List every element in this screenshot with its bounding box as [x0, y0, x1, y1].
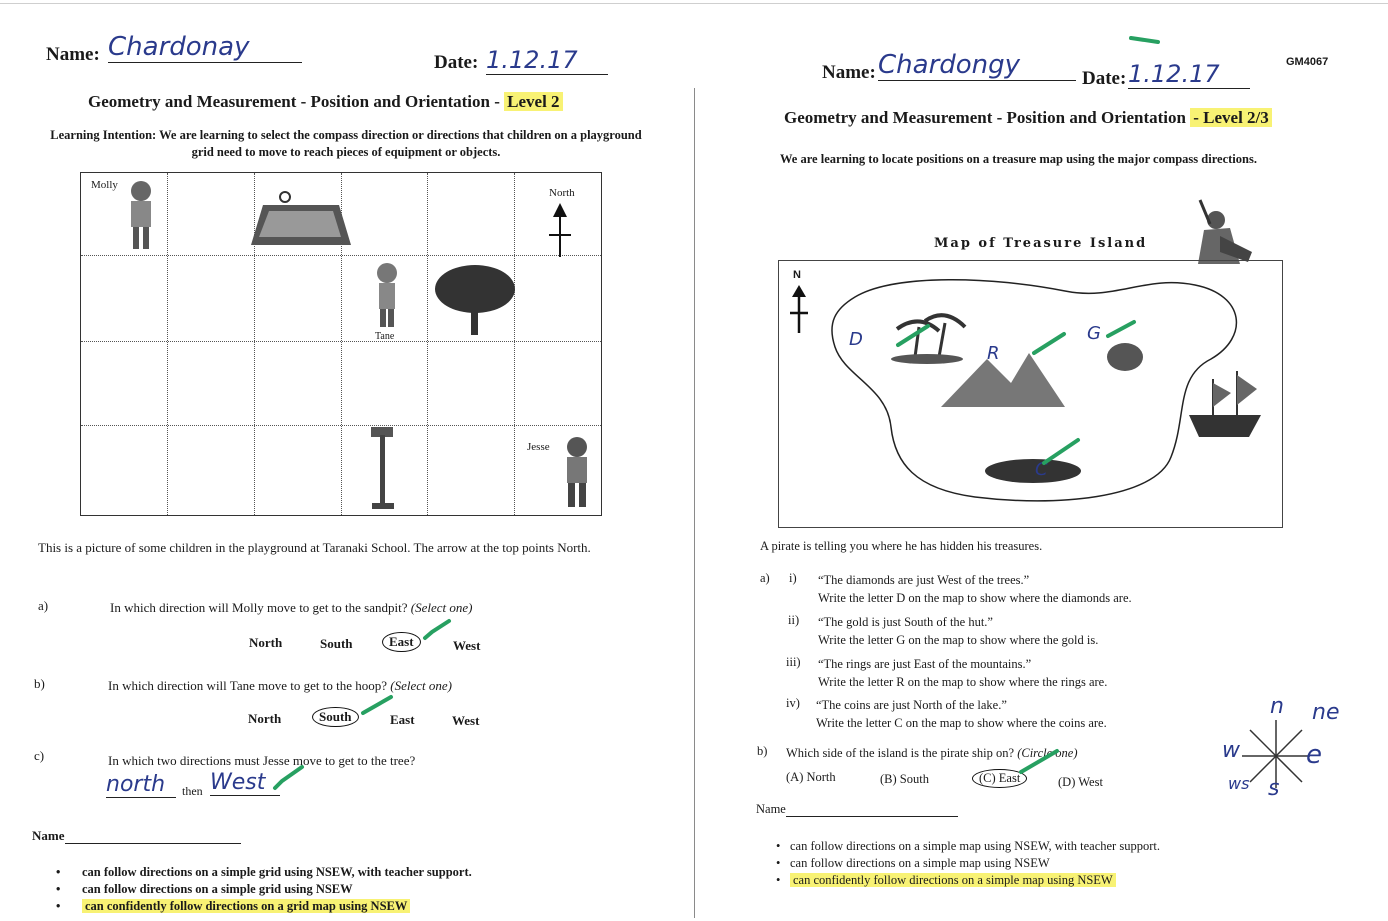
item-number: iii)	[786, 655, 801, 669]
sandpit-image	[249, 191, 353, 249]
name-label: Name:	[822, 62, 876, 83]
tick-mark-icon	[1105, 319, 1137, 339]
compass-ws: ws	[1228, 774, 1250, 793]
left-title	[88, 92, 563, 112]
tick-mark-icon	[1031, 331, 1067, 357]
left-criteria-item: • can follow directions on a simple grid using NSEW, with teacher support.	[56, 864, 472, 881]
left-level: Level 2	[504, 92, 562, 111]
answer-c-second[interactable]: West	[210, 770, 280, 796]
part-b-option-west[interactable]: (D) West	[1058, 775, 1103, 789]
left-criteria-list	[56, 864, 472, 915]
item-number: ii)	[788, 613, 800, 627]
right-title	[784, 108, 1272, 128]
part-b-option-north[interactable]: (A) North	[786, 770, 836, 784]
date-label: Date:	[434, 52, 479, 73]
right-name-line	[756, 802, 958, 817]
tick-mark-icon	[1018, 748, 1060, 776]
compass-sketch	[1216, 694, 1356, 804]
item-number: iv)	[786, 696, 800, 710]
q-b-option-east[interactable]: East	[390, 712, 415, 727]
part-b-option-south[interactable]: (B) South	[880, 772, 929, 786]
right-criteria-item: • can follow directions on a simple map using NSEW, with teacher support.	[776, 838, 1160, 855]
tick-mark-icon	[1041, 437, 1081, 467]
right-intention: We are learning to locate positions on a treasure map using the major compass directions.	[780, 152, 1257, 166]
map-intro: A pirate is telling you where he has hidden his treasures.	[760, 539, 1043, 553]
compass-w: w	[1222, 738, 1240, 763]
item-quote: “The gold is just South of the hut.”	[818, 615, 993, 629]
item-instruction: Write the letter G on the map to show where the gold is.	[818, 633, 1099, 648]
right-criteria-item: • can follow directions on a simple map using NSEW	[776, 855, 1160, 872]
item-instruction: Write the letter R on the map to show where the rings are.	[818, 675, 1108, 690]
question-c-letter: c)	[34, 748, 45, 763]
tick-mark-icon	[360, 694, 394, 718]
item-i	[818, 571, 1132, 607]
north-label: North	[549, 187, 575, 199]
tick-mark-icon	[272, 764, 306, 792]
page-top-edge	[0, 3, 1388, 4]
treasure-map	[778, 260, 1283, 528]
map-mark-r: R	[987, 343, 1000, 364]
date-label: Date:	[1082, 68, 1127, 89]
jesse-label: Jesse	[527, 441, 550, 453]
item-instruction: Write the letter C on the map to show where the coins are.	[816, 716, 1107, 731]
left-title-text: Geometry and Measurement - Position and Orientation -	[88, 92, 505, 111]
item-iii	[818, 655, 1107, 691]
playground-grid	[80, 172, 602, 516]
map-title: Map of Treasure Island	[934, 236, 1148, 251]
tane-label: Tane	[375, 331, 395, 342]
learning-intention: Learning Intention: We are learning to select the compass direction or directions that children on a playground grid need to move to reach pieces of equipment or objects.	[50, 128, 642, 159]
q-a-option-east[interactable]: East	[382, 632, 421, 652]
question-b	[108, 678, 452, 694]
item-number: i)	[789, 571, 797, 585]
q-b-option-west[interactable]: West	[452, 713, 480, 728]
left-criteria-item: • can follow directions on a simple grid using NSEW	[56, 881, 472, 898]
left-criteria-highlight: can confidently follow directions on a grid map using NSEW	[82, 899, 410, 913]
q-b-option-north[interactable]: North	[248, 711, 282, 726]
date-value: 1.12.17	[486, 46, 608, 75]
question-a	[110, 600, 472, 616]
question-b-letter: b)	[34, 676, 45, 691]
compass-n: n	[1270, 694, 1284, 719]
left-criteria-item	[56, 898, 472, 915]
compass-s: s	[1268, 776, 1280, 801]
question-b-text: In which direction will Tane move to get to the hoop?	[108, 678, 388, 693]
q-a-option-south[interactable]: South	[320, 636, 353, 651]
jesse-figure	[555, 433, 599, 511]
pirate-image	[1190, 196, 1256, 268]
tick-mark-icon	[895, 323, 931, 349]
page-divider	[694, 88, 695, 918]
name-value: Chardongy	[878, 50, 1076, 81]
molly-figure	[117, 177, 165, 255]
item-quote: “The coins are just North of the lake.”	[816, 698, 1007, 712]
part-a-letter: a)	[760, 571, 770, 585]
compass-e: e	[1306, 740, 1322, 770]
north-arrow-icon	[545, 201, 575, 259]
molly-label: Molly	[91, 179, 118, 191]
question-c-text: In which two directions must Jesse move to get to the tree?	[108, 753, 416, 768]
part-b-letter: b)	[757, 744, 768, 758]
item-quote: “The diamonds are just West of the trees.”	[818, 573, 1030, 587]
q-a-option-north[interactable]: North	[249, 635, 283, 650]
left-name-line	[32, 828, 241, 844]
map-north-label: N	[793, 269, 801, 281]
name-value: Chardonay	[108, 32, 302, 63]
answer-c-first[interactable]: north	[106, 772, 176, 798]
worksheet-code: GM4067	[1286, 56, 1329, 68]
map-mark-d: D	[849, 329, 863, 350]
right-level: - Level 2/3	[1190, 108, 1272, 127]
north-arrow-icon	[787, 283, 811, 335]
left-name-line-label: Name	[32, 828, 65, 843]
tree-image	[433, 261, 517, 337]
tick-mark-icon	[1128, 34, 1162, 46]
right-name-line-label: Name	[756, 802, 786, 816]
q-b-option-south[interactable]: South	[312, 707, 359, 727]
question-a-hint: (Select one)	[410, 600, 473, 615]
part-b-hint: (Circle one)	[1017, 746, 1078, 760]
hoop-image	[369, 425, 399, 515]
map-mark-g: G	[1087, 323, 1101, 344]
map-mark-c: C	[1035, 459, 1048, 480]
part-b-option-east[interactable]: (C) East	[972, 769, 1027, 788]
item-iv	[816, 696, 1107, 732]
tane-figure	[371, 261, 403, 331]
date-value: 1.12.17	[1128, 60, 1250, 89]
grid-description: This is a picture of some children in the playground at Taranaki School. The arrow at the top points North.	[38, 540, 591, 555]
answer-c-then: then	[182, 784, 203, 798]
question-a-text: In which direction will Molly move to get to the sandpit?	[110, 600, 408, 615]
tick-mark-icon	[422, 618, 452, 644]
question-a-letter: a)	[38, 598, 49, 613]
part-b-text: Which side of the island is the pirate ship on?	[786, 746, 1015, 760]
q-a-option-west[interactable]: West	[453, 638, 481, 653]
island-illustration	[815, 267, 1277, 521]
item-quote: “The rings are just East of the mountains.”	[818, 657, 1032, 671]
right-title-text: Geometry and Measurement - Position and Orientation	[784, 108, 1191, 127]
right-criteria-list	[776, 838, 1160, 889]
right-criteria-item	[776, 872, 1160, 889]
compass-ne: ne	[1312, 700, 1340, 725]
question-b-hint: (Select one)	[390, 678, 452, 693]
item-instruction: Write the letter D on the map to show where the diamonds are.	[818, 591, 1132, 606]
name-label: Name:	[46, 44, 100, 65]
item-ii	[818, 613, 1098, 649]
right-criteria-highlight: can confidently follow directions on a simple map using NSEW	[790, 873, 1116, 887]
